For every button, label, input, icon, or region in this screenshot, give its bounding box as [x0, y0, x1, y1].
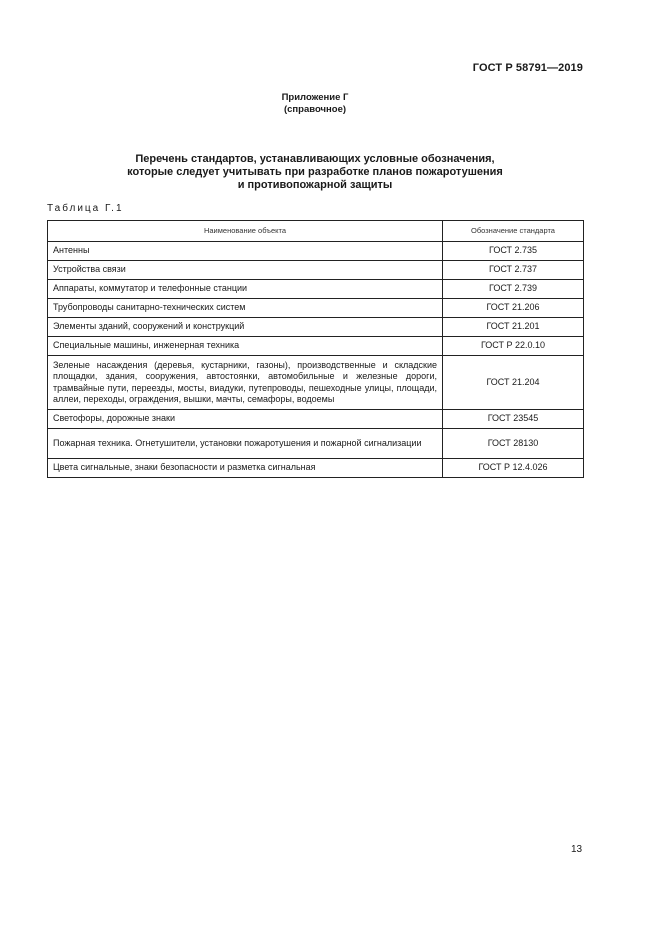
table-row	[48, 337, 584, 356]
object-name-cell: Элементы зданий, сооружений и конструкций	[48, 318, 443, 337]
standard-code-cell: ГОСТ Р 22.0.10	[443, 337, 584, 356]
table-row	[48, 261, 584, 280]
object-name-cell: Светофоры, дорожные знаки	[48, 410, 443, 429]
appendix-header	[0, 92, 630, 116]
object-name-cell: Устройства связи	[48, 261, 443, 280]
standard-code-cell: ГОСТ 21.201	[443, 318, 584, 337]
table-row	[48, 242, 584, 261]
table-caption: Таблица Г.1	[47, 203, 124, 214]
table-row	[48, 429, 584, 459]
table-row	[48, 356, 584, 410]
object-name-cell: Цвета сигнальные, знаки безопасности и разметка сигнальная	[48, 459, 443, 478]
standards-table	[47, 220, 584, 478]
appendix-title: Приложение Г	[281, 92, 349, 103]
column-header-standard: Обозначение стандарта	[443, 221, 584, 242]
standard-code-cell: ГОСТ 2.735	[443, 242, 584, 261]
standard-code-cell: ГОСТ Р 12.4.026	[443, 459, 584, 478]
heading-line: которые следует учитывать при разработке планов пожаротушения	[127, 166, 503, 178]
table-header-row	[48, 221, 584, 242]
object-name-cell: Специальные машины, инженерная техника	[48, 337, 443, 356]
standard-code-cell: ГОСТ 21.206	[443, 299, 584, 318]
standard-code-cell: ГОСТ 2.737	[443, 261, 584, 280]
standard-code-cell: ГОСТ 2.739	[443, 280, 584, 299]
table-row	[48, 410, 584, 429]
standard-code-cell: ГОСТ 21.204	[443, 356, 584, 410]
heading-line: и противопожарной защиты	[237, 179, 393, 191]
appendix-type: (справочное)	[283, 104, 347, 115]
standard-code-cell: ГОСТ 28130	[443, 429, 584, 459]
page-number: 13	[571, 844, 583, 855]
table-row	[48, 299, 584, 318]
table-row	[48, 318, 584, 337]
object-name-cell: Трубопроводы санитарно-технических систем	[48, 299, 443, 318]
object-name-cell: Пожарная техника. Огнетушители, установки пожаротушения и пожарной сигнализации	[48, 429, 443, 459]
object-name-cell: Антенны	[48, 242, 443, 261]
table-row	[48, 280, 584, 299]
object-name-cell: Аппараты, коммутатор и телефонные станции	[48, 280, 443, 299]
column-header-object: Наименование объекта	[48, 221, 443, 242]
object-name-cell: Зеленые насаждения (деревья, кустарники, газоны), производственные и складские площадки, здания, сооружения, автостоянки, автомобильные и железные дороги, трамвайные пути, переезды, мосты, виадуки, путепроводы, пешеходные улицы, площади, аллеи, переходы, ограждения, вышки, мачты, семафоры, водоемы	[48, 356, 443, 410]
heading-line: Перечень стандартов, устанавливающих условные обозначения,	[135, 153, 495, 165]
document-code: ГОСТ Р 58791—2019	[472, 62, 583, 74]
standard-code-cell: ГОСТ 23545	[443, 410, 584, 429]
table-row	[48, 459, 584, 478]
section-heading	[0, 153, 630, 192]
